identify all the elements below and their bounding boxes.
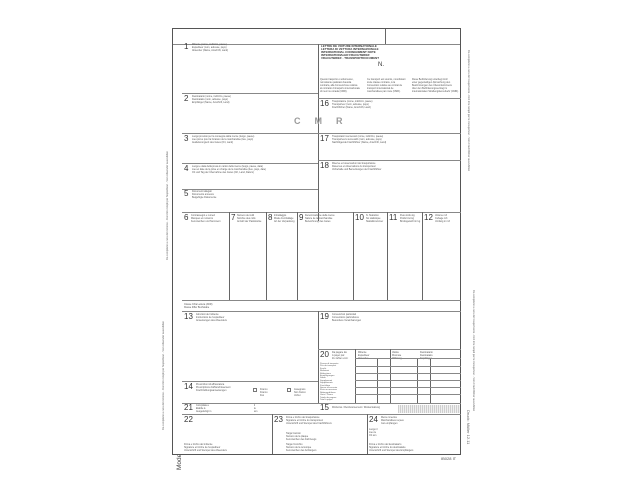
box-packages[interactable] xyxy=(229,213,265,233)
printer-label: Druck: Müller 12.11 xyxy=(466,410,471,445)
box-carrier-signature[interactable] xyxy=(272,414,366,454)
box-gross-weight[interactable] xyxy=(387,213,421,233)
box-number: 18 xyxy=(320,161,329,170)
header-note-mid: Ce transport est soumis, nonobstant toute clause contraire, à la Convention relative au contrat de transport international de marchandises par route (CMR). xyxy=(367,78,406,93)
box-label: Volume m3 Cubage m3 Umfang in m3 xyxy=(435,214,450,223)
trailer-plate-label: Targa rimorchio Numéro de la remorque Kennzeichen des Anhängers xyxy=(286,443,317,452)
box-number: 8 xyxy=(268,213,273,222)
right-instruction-text: Da compilarsi a cura del trasportatore - Doit être rempli par le transporteur - Vom Frachtführer auszufüllen xyxy=(467,50,470,172)
box-carrier-reservations[interactable] xyxy=(318,160,460,212)
box-label: Luogo previsto per la consegna della merce (luogo, paese) Lieu prévu pour la livraison de la marchandise (lieu, pays) Auslieferungsort des Gutes (Ort, Land) xyxy=(192,135,255,144)
box-label: Documenti allegati Documents annexés Beigefügte Dokumente xyxy=(192,190,217,199)
box-number: 19 xyxy=(320,312,329,321)
date-label: il le am xyxy=(254,404,258,413)
box-label: Denominazione della merce Nature de la marchandise Bezeichnung des Gutes xyxy=(305,214,335,223)
box-number: 5 xyxy=(184,189,189,198)
franco-label: Franco Franco Frei xyxy=(260,388,268,397)
box-number: 21 xyxy=(184,403,193,412)
box-signature-label: Firma e timbro del destinatario Signature et timbre du destinataire Unterschrift und Stempel des Empfängers xyxy=(369,443,414,452)
box-label: Compilata a Etablie à Ausgefertigt in xyxy=(196,404,212,413)
box-documents[interactable] xyxy=(182,189,317,212)
box-consignee[interactable] xyxy=(182,93,317,133)
left-instruction-text-2: Da compilarsi a cura del mittente - Doit être rempli par l'expéditeur - Vom Absender auszufüllen xyxy=(166,150,169,260)
box-label: Numero dei colli Nombre des colis Anzahl der Packstücke xyxy=(237,214,262,223)
payment-col-currency: Valuta Monnaie Währung xyxy=(392,351,402,360)
box-number: 16 xyxy=(320,99,329,108)
box-volume[interactable] xyxy=(422,213,460,233)
box-packing[interactable] xyxy=(266,213,296,233)
box-label: Trasportatore (nome, indirizzo, paese) Transporteur (nom, adresse, pays) Frachtführer (Name, Anschrift, Land) xyxy=(332,100,373,109)
box-number: 17 xyxy=(320,134,329,143)
box-delivery-place[interactable] xyxy=(182,133,317,163)
box-label: Firma e timbro del mittente Signature et timbre de l'expéditeur Unterschrift und Stempel des Absenders xyxy=(184,443,227,452)
box-number: 14 xyxy=(184,382,193,391)
box-number: 15 xyxy=(320,403,329,412)
box-label: Trasportatori successivi (nome, indirizzo, paese) Transporteurs successifs (nom, adresse, pays) Nachfolgende Frachtführer (Name, Anschrift, Land) xyxy=(332,135,387,144)
box-label: Prescrizioni di affrancatura Prescriptions d'affranchissement Frachtzahlungsanweisungen xyxy=(196,383,231,392)
box-successive-carriers[interactable] xyxy=(318,133,460,160)
box-number: 7 xyxy=(231,213,236,222)
box-established-in[interactable] xyxy=(182,403,317,414)
box-sender-signature[interactable] xyxy=(182,414,271,454)
payment-col-sender: Mittente Expéditeur Absender xyxy=(358,351,370,360)
cmr-watermark: CMR xyxy=(294,116,357,126)
non-franco-checkbox[interactable] xyxy=(287,388,291,392)
box-number: 10 xyxy=(355,213,364,222)
box-label: Contrassegni e numeri Marques et numéros Kennzeichen und Nummern xyxy=(191,214,221,223)
box-label: Convenzioni particolari Conventions particulières Besondere Vereinbarungen xyxy=(332,313,362,322)
box-label: N. Statistico No statistique Statistiknummer xyxy=(366,214,384,223)
header-note-right: Diese Beförderung unterliegt trotz einer gegenteiligen Abmachung den Bestimmungen des Übereinkommens über den Beförderungsvertrag im internationalen Straßengüterverkehr (CMR). xyxy=(412,78,459,93)
box-label: Istruzioni del mittente Instructions de l'expéditeur Anweisungen des Absenders xyxy=(196,313,227,322)
box-label: Rimborso / Remboursement / Rückerstattung xyxy=(332,406,380,409)
box-label: Peso lordo kg Poids brut kg Bruttogewicht in kg xyxy=(400,214,421,223)
adr-class-row: Classe Cifra Lettera (ADR) Klasse Ziffer Buchstabe xyxy=(184,303,213,309)
box-number: 2 xyxy=(184,94,189,103)
right-instruction-text-2: Da compilarsi a cura del trasportatore - Doit être rempli par le transporteur - Vom Frachtführer auszufüllen xyxy=(472,290,475,412)
non-franco-label: Assegnato Non franco Unfrei xyxy=(294,388,306,397)
box-label: Destinatario (nome, indirizzo, paese) Destinataire (nom, adresse, pays) Empfänger (Name, Anschrift, Land) xyxy=(192,95,231,104)
payment-col-consignee: Destinatario Destinataire Empfänger xyxy=(420,351,433,360)
box-taking-over[interactable] xyxy=(182,163,317,189)
consignment-number: N. xyxy=(378,62,384,68)
box-statistical-number[interactable] xyxy=(353,213,386,233)
form-code: IB028 IT xyxy=(441,456,457,461)
box-freight-payment[interactable] xyxy=(182,381,317,402)
hatched-area xyxy=(398,405,460,413)
box-number: 20 xyxy=(320,350,329,359)
franco-checkbox[interactable] xyxy=(253,388,257,392)
payment-rows: Prezzo di trasporto Prix de transport Fracht Riduzioni Réductions Ermäßigungen Saldo Supplementi Suppléments Zuschläge Spese accessorie Frais accessoires Nebengebühren Varie / Divers Totale da pagare Total à payer xyxy=(320,363,339,402)
box-label: Firma e timbro del trasportatore Signature et timbre du transporteur Unterschrift und Stempel des Frachtführers xyxy=(286,416,332,425)
box-goods-received[interactable] xyxy=(367,414,460,454)
truck-plate-label: Targa Camion Numéro de la plaque Kennzeichen des Fahrzeugs xyxy=(286,432,317,441)
box-label: Riserve ed osservazioni del trasportatore Réserves et observations du transporteur Vorbehalte und Bemerkungen der Frachtführer xyxy=(332,162,382,171)
box-label: Mittente (nome, indirizzo, paese) Expéditeur (nom, adresse, pays) Absender (Name, Anschrift, Land) xyxy=(192,43,229,52)
box-number: 13 xyxy=(184,312,193,321)
box-number: 24 xyxy=(369,415,378,424)
box-sender[interactable] xyxy=(182,43,317,93)
box-number: 3 xyxy=(184,134,189,143)
box-number: 4 xyxy=(184,164,189,173)
box-number: 11 xyxy=(389,213,398,222)
received-place-date: Luogo il Lieu le Ort am xyxy=(369,428,378,437)
box-label: Da pagare da: A payer par: Zu zahlen vom: xyxy=(332,351,349,360)
box-label: Imballaggio Mode d'emballage Art der Verpackung xyxy=(274,214,295,223)
box-special-agreements[interactable] xyxy=(318,311,460,349)
box-goods-nature[interactable] xyxy=(297,213,352,233)
box-number: 23 xyxy=(274,415,283,424)
box-number: 9 xyxy=(299,213,304,222)
box-label: Merce ricevuta Marchandises reçues Gut empfangen xyxy=(381,416,404,425)
header-note-left: Questo trasporto è sottomesso, nonostante qualsiasi clausola contraria, alla Convenzione relativa al contratto di trasporto internazionale di merci su strada (CMR). xyxy=(320,78,361,93)
box-label: Luogo e data della presa in carico della merce (luogo, paese, data) Lieu et date de la prise en charge de la marchandise (lieu, pays, date) Ort und Tag der Übernahme des Gutes (Ort, Land, Datum) xyxy=(192,165,267,174)
box-number: 12 xyxy=(424,213,433,222)
box-marks[interactable] xyxy=(182,213,228,233)
box-number: 22 xyxy=(184,415,193,424)
box-sender-instructions[interactable] xyxy=(182,311,317,381)
box-number: 6 xyxy=(184,213,189,222)
form-title: LETTRE DE VOITURE INTERNATIONALE LETTERA DI VETTURA INTERNAZIONALE INTERNATIONAL CONSIGNMENT NOTE INTERNATIONALER FRACHTBRIEF VRACHTBRIEF - TRANSPORTDOCUMENT xyxy=(321,44,379,60)
box-number: 1 xyxy=(184,42,189,51)
left-instruction-text: Da compilarsi a cura del mittente - Doit être rempli par l'expéditeur - Vom Absender auszufüllen xyxy=(162,320,165,430)
